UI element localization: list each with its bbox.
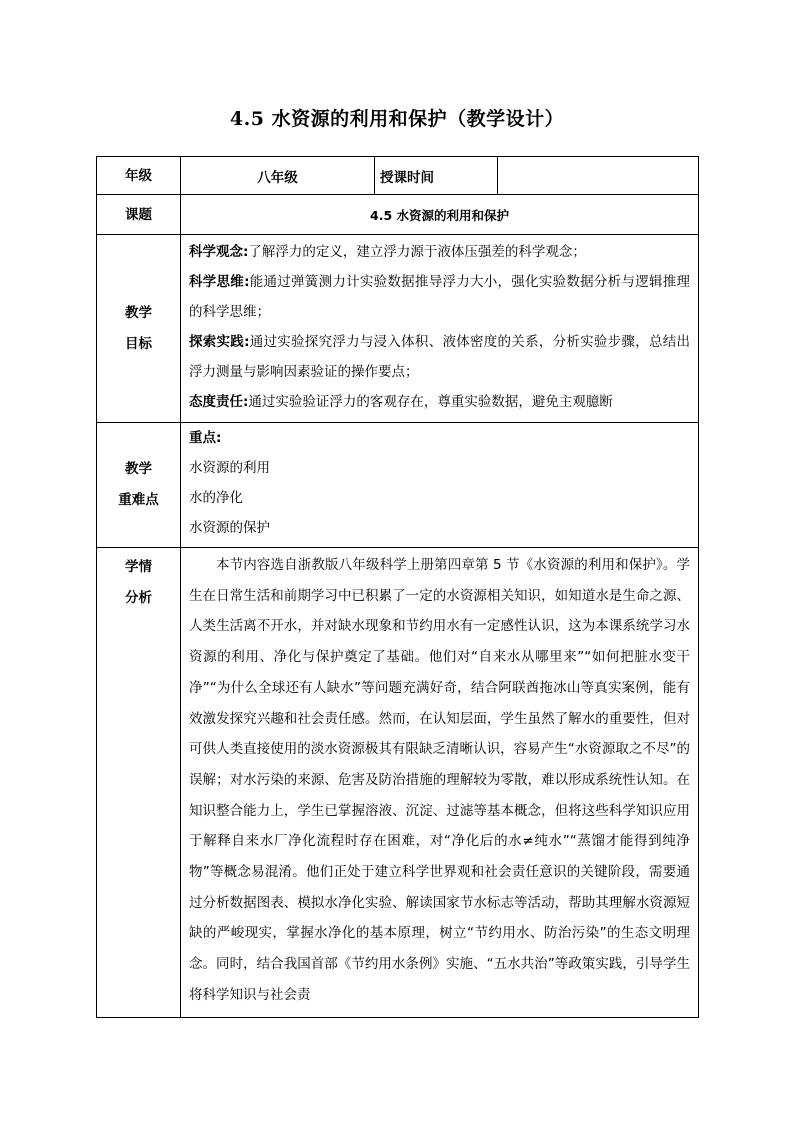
analysis-label-line2: 分析 <box>125 590 152 606</box>
analysis-label-line1: 学情 <box>125 559 152 575</box>
objective-item: 探索实践:通过实验探究浮力与浸入体积、液体密度的关系，分析实验步骤，总结出浮力测量与影响因素验证的操作要点； <box>189 334 690 380</box>
analysis-label <box>97 548 181 1018</box>
analysis-row <box>97 548 699 1018</box>
analysis-content <box>181 548 699 1018</box>
keypoints-label-line2: 重难点 <box>118 492 159 508</box>
analysis-paragraph: 本节内容选自浙教版八年级科学上册第四章第 5 节《水资源的利用和保护》。学生在日常生活和前期学习中已积累了一定的水资源相关知识，如知道水是生命之源、人类生活离不开水，并对缺水现象和节约用水有一定感性认识，这为本课系统学习水资源的利用、净化与保护奠定了基础。他们对“自来水从哪里来”“如何把脏水变干净”“为什么全球还有人缺水”等问题充满好奇，结合阿联酋拖冰山等真实案例，能有效激发探究兴趣和社会责任感。然而，在认知层面，学生虽然了解水的重要性，但对可供人类直接使用的淡水资源极其有限缺乏清晰认识，容易产生“水资源取之不尽”的误解；对水污染的来源、危害及防治措施的理解较为零散，难以形成系统性认知。在知识整合能力上，学生已掌握溶液、沉淀、过滤等基本概念，但将这些科学知识应用于解释自来水厂净化流程时存在困难，对“净化后的水≠纯水”“蒸馏才能得到纯净物”等概念易混淆。他们正处于建立科学世界观和社会责任意识的关键阶段，需要通过分析数据图表、模拟水净化实验、解读国家节水标志等活动，帮助其理解水资源短缺的严峻现实，掌握水净化的基本原理，树立“节约用水、防治污染”的生态文明理念。同时，结合我国首部《节约用水条例》实施、“五水共治”等政策实践，引导学生将科学知识与社会责 <box>189 557 690 1003</box>
time-value[interactable] <box>498 157 699 195</box>
objectives-row <box>97 235 699 423</box>
keypoints-heading: 重点: <box>189 430 222 446</box>
grade-label: 年级 <box>97 157 181 195</box>
keypoints-content <box>181 423 699 548</box>
keypoints-row <box>97 423 699 548</box>
objective-item: 科学观念:了解浮力的定义，建立浮力源于液体压强差的科学观念； <box>189 244 586 260</box>
keypoints-label <box>97 423 181 548</box>
time-label: 授课时间 <box>375 157 498 195</box>
topic-value: 4.5 水资源的利用和保护 <box>181 195 699 235</box>
keypoint-item: 水资源的利用 <box>189 460 270 476</box>
keypoint-item: 水资源的保护 <box>189 520 270 536</box>
objectives-label-line2: 目标 <box>125 335 152 352</box>
lesson-table <box>96 156 699 1018</box>
objective-item: 态度责任:通过实验验证浮力的客观存在，尊重实验数据，避免主观臆断 <box>189 394 613 410</box>
objectives-content <box>181 235 699 423</box>
objectives-label-line1: 教学 <box>125 304 152 321</box>
objective-item: 科学思维:能通过弹簧测力计实验数据推导浮力大小，强化实验数据分析与逻辑推理的科学思维； <box>189 274 690 320</box>
topic-row <box>97 195 699 235</box>
grade-value: 八年级 <box>181 157 375 195</box>
topic-label: 课题 <box>97 195 181 235</box>
keypoint-item: 水的净化 <box>189 490 243 506</box>
grade-row <box>97 157 699 195</box>
keypoints-label-line1: 教学 <box>125 461 152 477</box>
document-title: 4.5 水资源的利用和保护（教学设计） <box>229 108 565 130</box>
objectives-label <box>97 235 181 423</box>
